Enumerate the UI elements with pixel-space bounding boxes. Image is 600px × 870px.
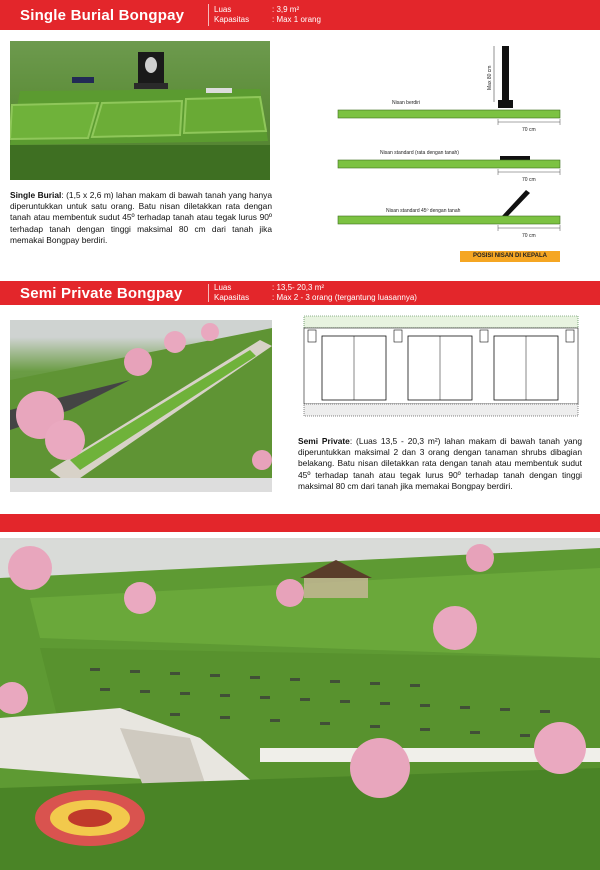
- bottom-divider-band: [0, 514, 600, 532]
- section1-header: [0, 0, 600, 30]
- spec-area-label-2: Luas: [214, 283, 232, 292]
- spec-area-value: : 3,9 m²: [272, 5, 300, 14]
- width-label-1: 70 cm: [522, 127, 536, 133]
- header-divider: [208, 4, 209, 26]
- width-label-2: 70 cm: [522, 177, 536, 183]
- semi-private-photo: [10, 320, 272, 492]
- width-label-3: 70 cm: [522, 233, 536, 239]
- tombstone-position-badge: POSISI NISAN DI KEPALA: [460, 251, 560, 262]
- ground-strip-3: [338, 216, 560, 224]
- standing-label: Nisan berdiri: [392, 100, 421, 106]
- single-burial-description: [10, 190, 272, 246]
- cemetery-aerial-illustration: [0, 538, 600, 870]
- tombstone-position-diagram: [330, 38, 580, 243]
- single-burial-lead: Single Burial: [10, 190, 62, 200]
- ground-strip-2: [338, 160, 560, 168]
- section1-title: Single Burial Bongpay: [20, 7, 185, 24]
- angled-label: Nisan standard 45º dengan tanah: [386, 208, 461, 214]
- semi-private-description: [298, 436, 582, 492]
- section1-specs: [214, 5, 321, 25]
- max-height-label: Max 80 cm: [487, 65, 493, 90]
- spec-capacity-label: Kapasitas: [214, 15, 250, 24]
- spec-capacity-value: : Max 1 orang: [272, 15, 321, 24]
- semi-private-illustration: [10, 320, 272, 492]
- single-burial-body: : (1,5 x 2,6 m) lahan makam di bawah tanah yang hanya diperuntukkan untuk satu orang. Batu nisan diletakkan rata dengan tanah atau membentuk sudut 45º terhadap tanah atau tegak lurus 90º terhadap tanah dengan tinggi maksimal 80 cm dari tanah jika memakai Bongpay berdiri.: [10, 190, 272, 245]
- spec-area-value-2: : 13,5- 20,3 m²: [272, 283, 325, 292]
- flat-tombstone: [500, 156, 530, 160]
- section2-title: Semi Private Bongpay: [20, 285, 183, 302]
- section2-specs: [214, 283, 417, 303]
- ground-strip-1: [338, 110, 560, 118]
- spec-capacity-label-2: Kapasitas: [214, 293, 250, 302]
- header-divider-2: [208, 284, 209, 302]
- semi-private-body: : (Luas 13,5 - 20,3 m²) lahan makam di bawah tanah yang diperuntukkan maksimal 2 dan 3 orang dengan tanaman shrubs dibagian belakang. Batu nisan diletakkan rata dengan tanah atau membentuk sudut 45º terhadap tanah atau tegak lurus 90º terhadap tanah dengan tinggi maksimal 80 cm dari tanah jika memakai Bongpay berdiri.: [298, 436, 582, 491]
- semi-private-lead: Semi Private: [298, 436, 350, 446]
- single-burial-photo: [10, 41, 270, 180]
- spec-area-label: Luas: [214, 5, 232, 14]
- cemetery-aerial-photo: [0, 538, 600, 870]
- angled-tombstone: [502, 190, 530, 216]
- single-burial-illustration: [10, 41, 270, 180]
- spec-capacity-value-2: : Max 2 - 3 orang (tergantung luasannya): [272, 293, 417, 302]
- semi-private-plan: [298, 314, 584, 418]
- standing-tombstone: [502, 46, 509, 104]
- standard-label: Nisan standard (rata dengan tanah): [380, 150, 459, 156]
- section2-header: [0, 281, 600, 305]
